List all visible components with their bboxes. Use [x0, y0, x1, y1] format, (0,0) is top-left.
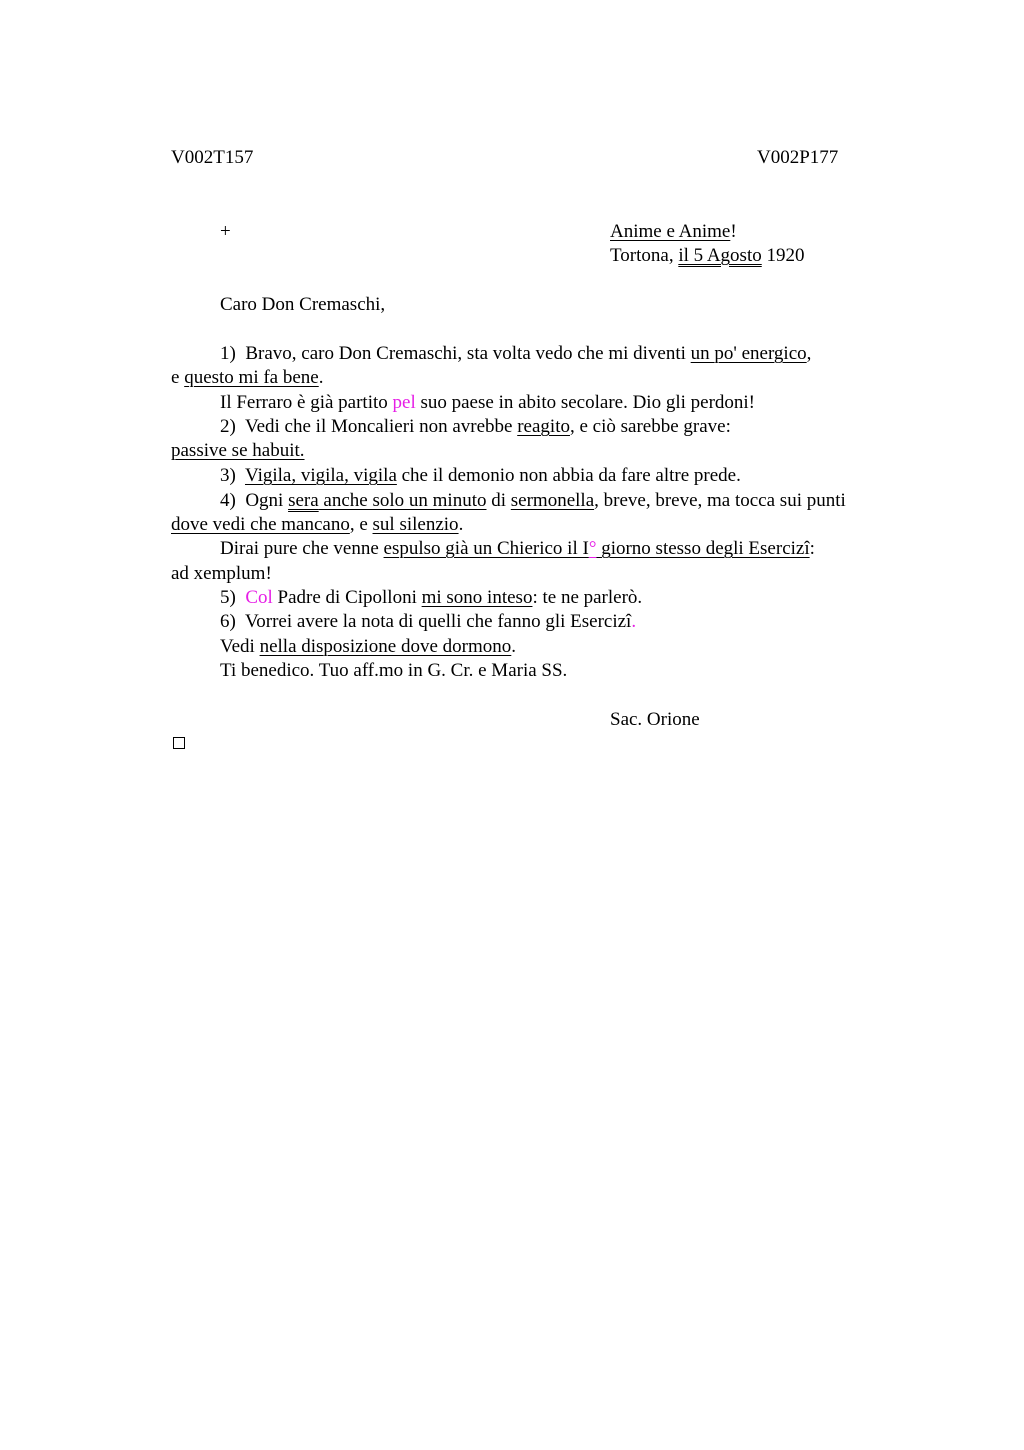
- point-4-line-2: [171, 513, 463, 537]
- end-square-icon: [173, 737, 185, 749]
- text: Padre di Cipolloni: [272, 587, 422, 608]
- text: : te ne parlerò.: [532, 587, 643, 608]
- point-1-line-1: [220, 342, 811, 366]
- text: , breve, breve, ma tocca sui punti: [594, 490, 846, 511]
- point-3: [220, 464, 741, 488]
- dirai-line-2: ad xemplum!: [171, 563, 272, 584]
- text: .: [511, 636, 517, 657]
- text: suo paese in abito secolare. Dio gli perdoni!: [415, 392, 755, 413]
- underlined-text: sul silenzio: [372, 514, 459, 535]
- text: e: [171, 367, 185, 388]
- underlined-text: Vigila, vigila, vigila: [244, 465, 397, 486]
- point-5: [220, 586, 642, 610]
- point-2-line-2: [171, 439, 305, 463]
- right-archive-code: V002P177: [757, 147, 839, 168]
- text: Vedi: [220, 636, 260, 657]
- underlined-text: questo mi fa bene: [184, 367, 319, 388]
- text: 2) Vedi che il Moncalieri non avrebbe: [220, 416, 518, 437]
- underlined-text: passive se habuit.: [171, 440, 305, 461]
- highlighted-text: pel: [392, 392, 416, 413]
- underlined-text: sermonella: [510, 490, 595, 511]
- motto-tail: !: [730, 221, 737, 242]
- place: Tortona,: [610, 245, 679, 266]
- text: 3): [220, 465, 245, 486]
- underlined-text: reagito: [517, 416, 570, 437]
- text: .: [458, 514, 464, 535]
- highlighted-text: °: [588, 538, 597, 559]
- underlined-text: sera: [288, 490, 319, 511]
- motto: [610, 220, 737, 244]
- underlined-text: giorno stesso degli Esercizî: [596, 538, 810, 559]
- highlighted-text: Col: [245, 587, 273, 608]
- text: :: [809, 538, 815, 559]
- underlined-text: anche solo un minuto: [318, 490, 487, 511]
- text: , e: [349, 514, 373, 535]
- text: Dirai pure che venne: [220, 538, 384, 559]
- text: ,: [806, 343, 812, 364]
- salutation: Caro Don Cremaschi,: [220, 294, 386, 315]
- underlined-text: nella disposizione dove dormono: [259, 636, 512, 657]
- place-date: [610, 244, 804, 268]
- highlighted-text: .: [631, 611, 637, 632]
- text: 1) Bravo, caro Don Cremaschi, sta volta vedo che mi diventi: [220, 343, 691, 364]
- year: 1920: [761, 245, 805, 266]
- dirai-line-1: [220, 537, 815, 561]
- closing: Ti benedico. Tuo aff.mo in G. Cr. e Maria SS.: [220, 660, 568, 681]
- text: che il demonio non abbia da fare altre prede.: [396, 465, 741, 486]
- underlined-text: un po' energico: [690, 343, 807, 364]
- ferraro-line: [220, 391, 755, 415]
- text: .: [318, 367, 324, 388]
- text: 5): [220, 587, 246, 608]
- underlined-text: espulso già un Chierico il I: [383, 538, 589, 559]
- point-2-line-1: [220, 415, 736, 439]
- point-6: [220, 610, 636, 634]
- cross-mark: +: [220, 221, 231, 242]
- motto-text: Anime e Anime: [610, 221, 731, 242]
- signature: Sac. Orione: [610, 709, 700, 730]
- text: , e ciò sarebbe grave:: [569, 416, 736, 437]
- text: Il Ferraro è già partito: [220, 392, 393, 413]
- underlined-text: dove vedi che mancano: [171, 514, 350, 535]
- text: 4) Ogni: [220, 490, 289, 511]
- underlined-text: mi sono inteso: [421, 587, 533, 608]
- date: il 5 Agosto: [678, 245, 762, 266]
- left-archive-code: V002T157: [171, 147, 254, 168]
- text: di: [486, 490, 511, 511]
- text: 6) Vorrei avere la nota di quelli che fanno gli Esercizî: [220, 611, 632, 632]
- point-4-line-1: [220, 489, 846, 513]
- vedi-line: [220, 635, 516, 659]
- point-1-line-2: [171, 366, 323, 390]
